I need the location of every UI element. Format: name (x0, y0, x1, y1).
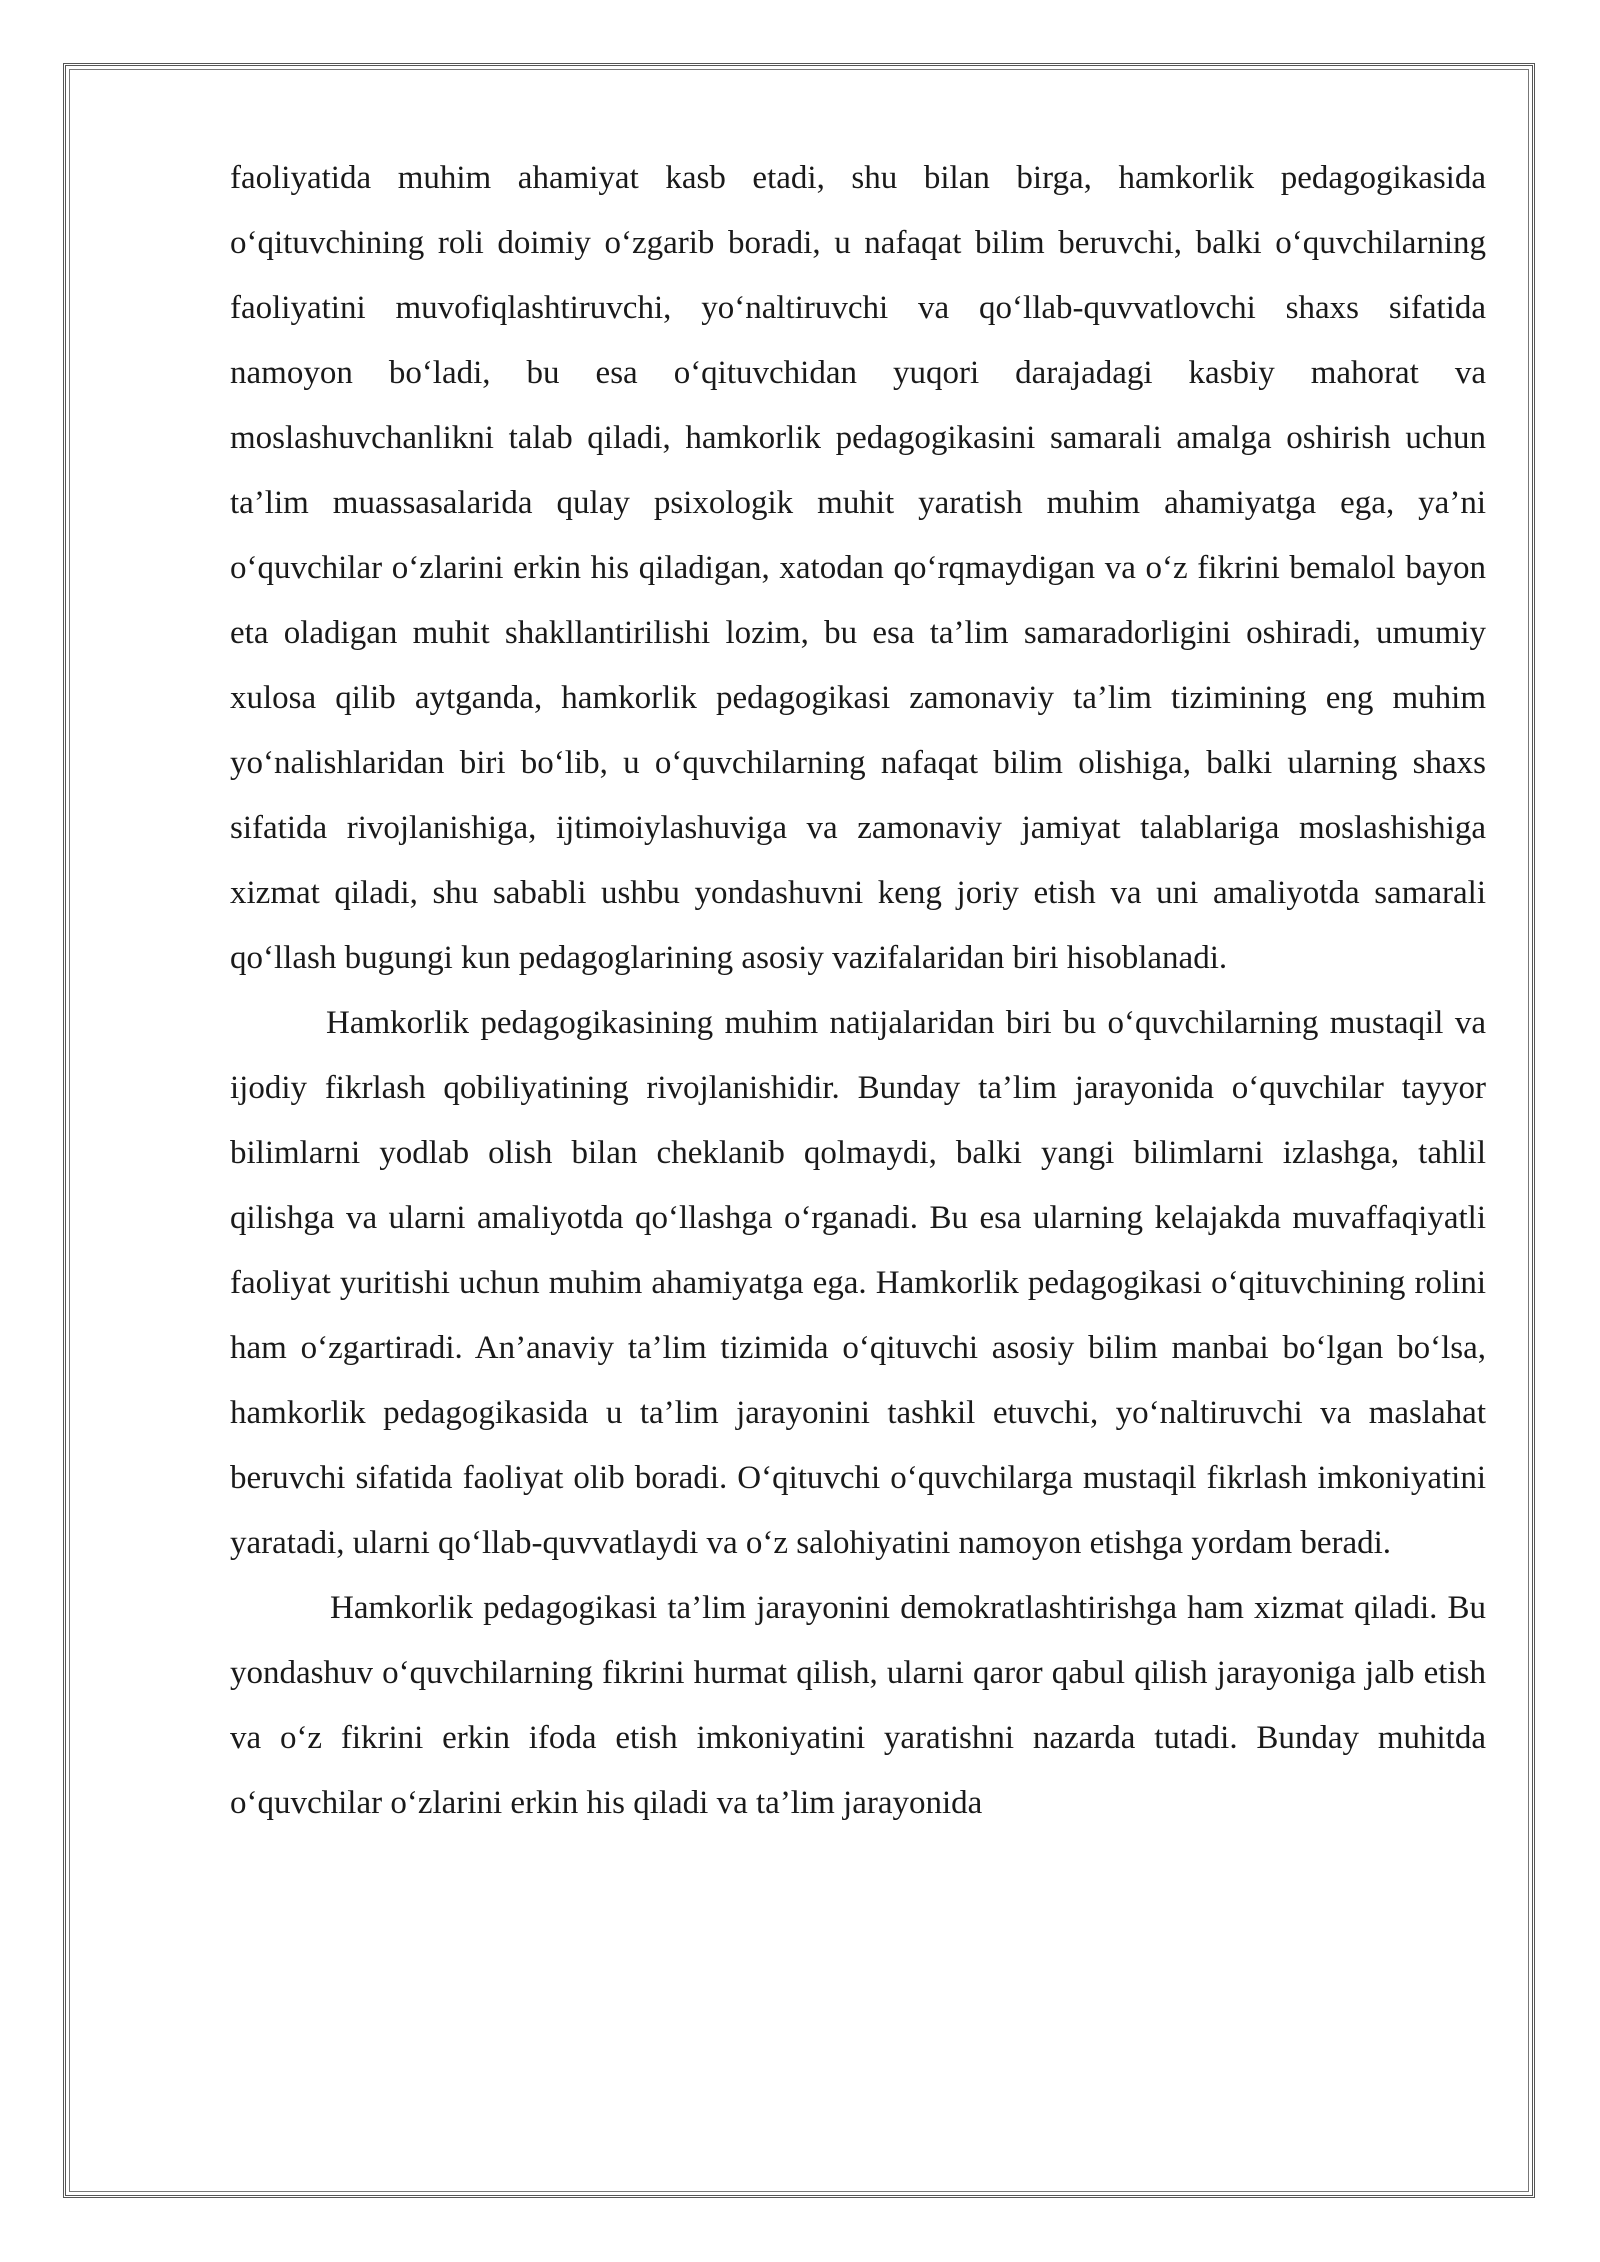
paragraph-2: Hamkorlik pedagogikasining muhim natijalaridan biri bu o‘quvchilarning mustaqil va ijodiy fikrlash qobiliyatining rivojlanishidir. Bunday ta’lim jarayonida o‘quvchilar tayyor bilimlarni yodlab olish bilan cheklanib qolmaydi, balki yangi bilimlarni izlashga, tahlil qilishga va ularni amaliyotda qo‘llashga o‘rganadi. Bu esa ularning kelajakda muvaffaqiyatli faoliyat yuritishi uchun muhim ahamiyatga ega. Hamkorlik pedagogikasi o‘qituvchining rolini ham o‘zgartiradi. An’anaviy ta’lim tizimida o‘qituvchi asosiy bilim manbai bo‘lgan bo‘lsa, hamkorlik pedagogikasida u ta’lim jarayonini tashkil etuvchi, yo‘naltiruvchi va maslahat beruvchi sifatida faoliyat olib boradi. O‘qituvchi o‘quvchilarga mustaqil fikrlash imkoniyatini yaratadi, ularni qo‘llab-quvvatlaydi va o‘z salohiyatini namoyon etishga yordam beradi. (230, 1005, 1486, 1561)
paragraph-3: Hamkorlik pedagogikasi ta’lim jarayonini demokratlashtirishga ham xizmat qiladi. Bu yondashuv o‘quvchilarning fikrini hurmat qilish, ularni qaror qabul qilish jarayoniga jalb etish va o‘z fikrini erkin ifoda etish imkoniyatini yaratishni nazarda tutadi. Bunday muhitda o‘quvchilar o‘zlarini erkin his qiladi va ta’lim jarayonida (230, 1590, 1486, 1821)
paragraph-1: faoliyatida muhim ahamiyat kasb etadi, shu bilan birga, hamkorlik pedagogikasida o‘qituvchining roli doimiy o‘zgarib boradi, u nafaqat bilim beruvchi, balki o‘quvchilarning faoliyatini muvofiqlashtiruvchi, yo‘naltiruvchi va qo‘llab-quvvatlovchi shaxs sifatida namoyon bo‘ladi, bu esa o‘qituvchidan yuqori darajadagi kasbiy mahorat va moslashuvchanlikni talab qiladi, hamkorlik pedagogikasini samarali amalga oshirish uchun ta’lim muassasalarida qulay psixologik muhit yaratish muhim ahamiyatga ega, ya’ni o‘quvchilar o‘zlarini erkin his qiladigan, xatodan qo‘rqmaydigan va o‘z fikrini bemalol bayon eta oladigan muhit shakllantirilishi lozim, bu esa ta’lim samaradorligini oshiradi, umumiy xulosa qilib aytganda, hamkorlik pedagogikasi zamonaviy ta’lim tizimining eng muhim yo‘nalishlaridan biri bo‘lib, u o‘quvchilarning nafaqat bilim olishiga, balki ularning shaxs sifatida rivojlanishiga, ijtimoiylashuviga va zamonaviy jamiyat talablariga moslashishiga xizmat qiladi, shu sababli ushbu yondashuvni keng joriy etish va uni amaliyotda samarali qo‘llash bugungi kun pedagoglarining asosiy vazifalaridan biri hisoblanadi. (230, 160, 1486, 976)
document-body (230, 146, 1486, 1836)
